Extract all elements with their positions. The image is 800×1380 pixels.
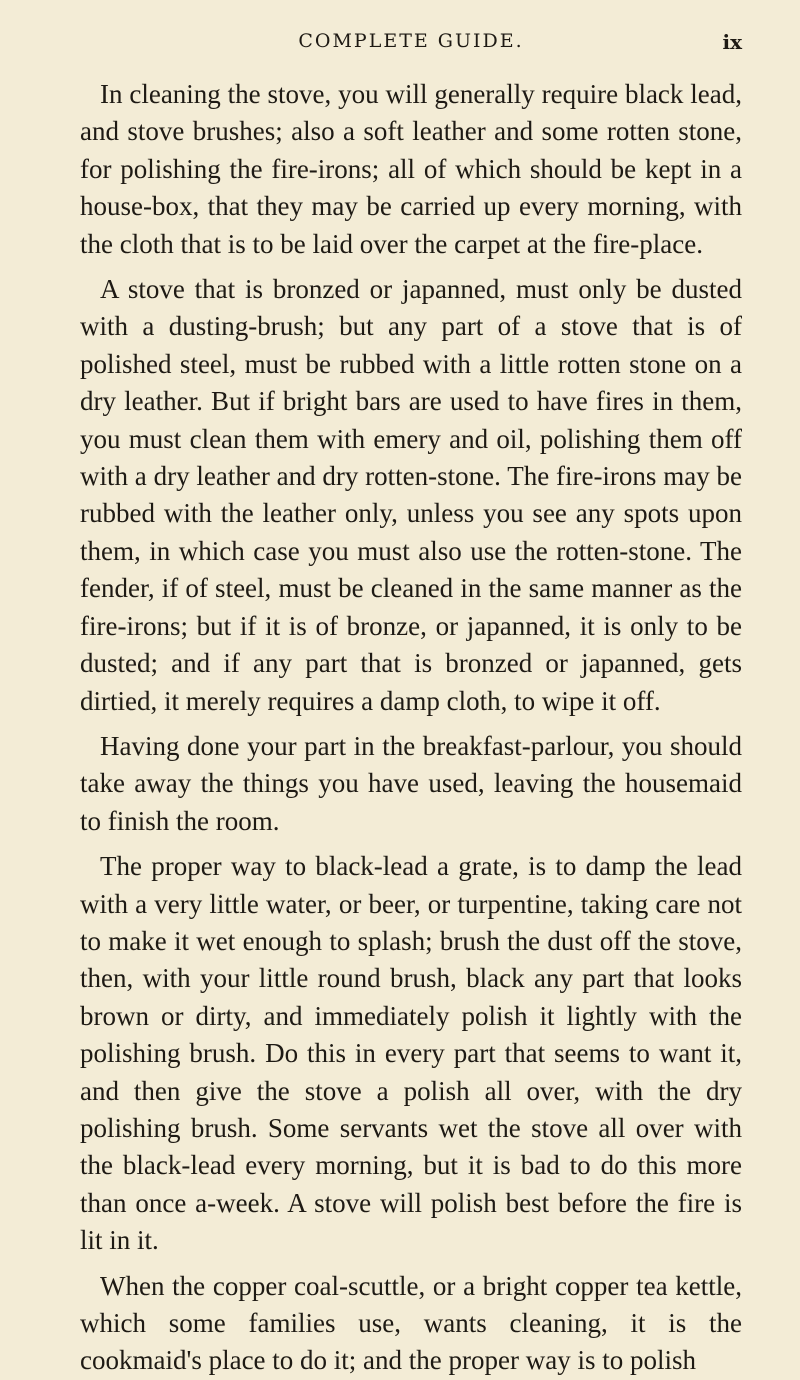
page-number: ix — [722, 30, 742, 54]
paragraph: In cleaning the stove, you will generally require black lead, and stove brushes; also a soft leather and some rotten stone, for polishing the fire-irons; all of which should be kept in a house-box, that they may be carried up every morning, with the cloth that is to be laid over the carpet at the fire-place. — [80, 79, 742, 259]
paragraph: A stove that is bronzed or japanned, must only be dusted with a dusting-brush; but any part of a stove that is of polished steel, must be rubbed with a little rotten stone on a dry leather. But if bright bars are used to have fires in them, you must clean them with emery and oil, polishing them off with a dry leather and dry rotten-stone. The fire-irons may be rubbed with the leather only, unless you see any spots upon them, in which case you must also use the rotten-stone. The fender, if of steel, must be cleaned in the same manner as the fire-irons; but if it is of bronze, or japanned, it is only to be dusted; and if any part that is bronzed or japanned, gets dirtied, it merely requires a damp cloth, to wipe it off. — [80, 274, 742, 716]
paragraph: The proper way to black-lead a grate, is to damp the lead with a very little water, or beer, or turpentine, taking care not to make it wet enough to splash; brush the dust off the stove, then, with your little round brush, black any part that looks brown or dirty, and immediately polish it lightly with the polishing brush. Do this in every part that seems to want it, and then give the stove a polish all over, with the dry polishing brush. Some servants wet the stove all over with the black-lead every morning, but it is bad to do this more than once a-week. A stove will polish best before the fire is lit in it. — [80, 851, 742, 1256]
paragraph: When the copper coal-scuttle, or a bright copper tea kettle, which some families use, wants cleaning, it is the cookmaid's place to do it; and the proper way is to polish — [80, 1270, 742, 1376]
running-head: COMPLETE GUIDE. — [298, 30, 524, 52]
page-header — [80, 30, 742, 64]
paragraph: Having done your part in the breakfast-parlour, you should take away the things you have used, leaving the housemaid to finish the room. — [80, 730, 742, 836]
body-text — [80, 76, 742, 1380]
